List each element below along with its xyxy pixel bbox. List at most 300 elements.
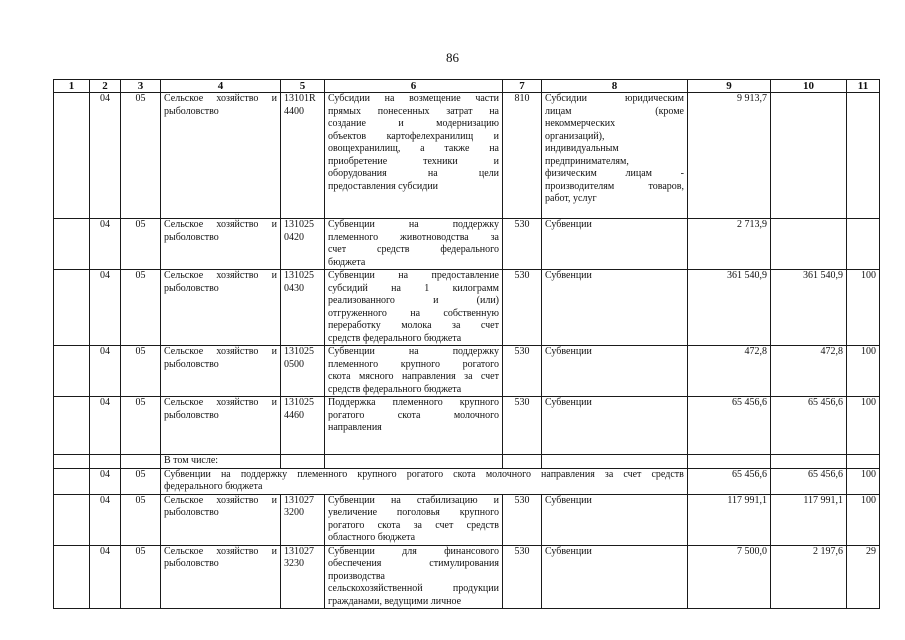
cell-percent: 100: [847, 346, 880, 397]
page-number: 86: [446, 50, 459, 65]
word: Сельское: [164, 397, 204, 408]
word: крупного: [357, 468, 397, 480]
empty-cell: [771, 455, 847, 469]
cell-actual-amount: 65 456,6: [771, 468, 847, 494]
word: возмещение: [409, 93, 461, 104]
text-line: Субвенции: [545, 270, 592, 281]
table-row: [54, 545, 880, 609]
cell-planned-amount: 65 456,6: [688, 468, 771, 494]
cell-percent: 100: [847, 270, 880, 346]
word: на: [391, 282, 401, 294]
text-line: [328, 546, 499, 559]
word: племенного: [328, 358, 379, 370]
budget-table: [53, 79, 880, 609]
cell-description: [325, 93, 503, 219]
text-line: 131025: [284, 219, 314, 230]
word: на: [427, 168, 438, 179]
cell-section: 04: [90, 219, 121, 270]
word: животноводства: [399, 231, 469, 243]
word: также: [444, 143, 470, 154]
cell-subsection: 05: [121, 93, 161, 219]
text-line: Субвенции: [545, 219, 592, 230]
cell-subsection: 05: [121, 270, 161, 346]
word: Субвенции: [164, 468, 211, 480]
word: молочного: [453, 409, 499, 421]
word: на: [489, 143, 499, 154]
word: крупного: [400, 358, 441, 370]
cell-expense-code: 530: [503, 545, 542, 609]
subheading-text: В том числе:: [161, 455, 281, 469]
word: и: [271, 219, 277, 230]
cell-section: 04: [90, 270, 121, 346]
header-cell: 2: [90, 80, 121, 93]
cell-percent: 100: [847, 494, 880, 545]
text-line: [328, 507, 499, 520]
empty-cell: [542, 455, 688, 469]
word: оборудования: [328, 168, 387, 179]
header-cell: 3: [121, 80, 161, 93]
word: приобретение: [328, 155, 388, 167]
word: и: [271, 93, 277, 104]
word: за: [413, 519, 422, 531]
header-cell: 11: [847, 80, 880, 93]
cell-planned-amount: 65 456,6: [688, 397, 771, 455]
word: на: [398, 270, 409, 281]
header-cell: 5: [281, 80, 325, 93]
empty-cell: [503, 455, 542, 469]
cell-col1: [54, 270, 90, 346]
word: техники: [423, 155, 458, 167]
empty-cell: [90, 455, 121, 469]
header-cell: 7: [503, 80, 542, 93]
text-line: [328, 168, 499, 181]
cell-expense-type: [542, 93, 688, 219]
text-line: 3200: [284, 507, 304, 518]
text-line: 131027: [284, 545, 314, 557]
word: и: [271, 397, 277, 408]
text-line: 13101R: [284, 93, 316, 104]
text-line: рыболовство: [164, 105, 219, 117]
text-line: [164, 469, 684, 482]
word: Сельское: [164, 93, 204, 104]
text-line: 131027: [284, 494, 314, 506]
text-line: Субвенции: [545, 346, 592, 357]
text-line: [164, 270, 277, 283]
table-row: [54, 93, 880, 219]
word: счет: [328, 244, 347, 255]
text-line: [328, 359, 499, 372]
word: хозяйство: [216, 346, 259, 357]
cell-planned-amount: 7 500,0: [688, 545, 771, 609]
cell-percent: 100: [847, 397, 880, 455]
cell-section: 04: [90, 494, 121, 545]
text-line: 4400: [284, 105, 304, 117]
word: понесенных: [377, 105, 430, 117]
text-line: организаций),: [545, 130, 605, 142]
cell-actual-amount: 2 197,6: [771, 545, 847, 609]
cell-description: [325, 219, 503, 270]
word: и: [493, 494, 499, 506]
cell-col1: [54, 93, 90, 219]
text-line: [328, 410, 499, 423]
cell-percent: 100: [847, 468, 880, 494]
word: прямых: [328, 105, 361, 117]
text-line: рыболовство: [164, 231, 219, 243]
text-line: направления: [328, 422, 382, 433]
text-line: Субвенции: [545, 545, 592, 557]
cell-actual-amount: 117 991,1: [771, 494, 847, 545]
text-line: средств федерального бюджета: [328, 383, 462, 395]
word: для: [402, 545, 417, 557]
text-line: [328, 283, 499, 296]
word: продукции: [452, 583, 499, 594]
text-line: [328, 520, 499, 533]
header-cell: 4: [161, 80, 281, 93]
word: хозяйство: [216, 270, 259, 281]
cell-expense-type: [542, 346, 688, 397]
header-cell: 10: [771, 80, 847, 93]
text-line: [328, 244, 499, 257]
text-line: [328, 93, 499, 106]
word: и: [398, 118, 404, 129]
header-cell: 1: [54, 80, 90, 93]
text-line: [164, 346, 277, 359]
word: средств: [651, 468, 684, 480]
cell-section: 04: [90, 93, 121, 219]
empty-cell: [54, 455, 90, 469]
word: молока: [401, 320, 432, 331]
word: и: [271, 545, 277, 557]
word: товаров,: [648, 180, 684, 192]
cell-planned-amount: 472,8: [688, 346, 771, 397]
cell-section: 04: [90, 346, 121, 397]
cell-expense-code: 530: [503, 494, 542, 545]
word: субсидий: [328, 282, 368, 294]
cell-subsection: 05: [121, 397, 161, 455]
cell-planned-amount: 9 913,7: [688, 93, 771, 219]
word: лицам: [625, 168, 652, 179]
cell-target-code: [281, 346, 325, 397]
cell-percent: [847, 93, 880, 219]
cell-expense-code: 810: [503, 93, 542, 219]
table-row: [54, 397, 880, 455]
text-line: [328, 308, 499, 321]
cell-expense-code: 530: [503, 397, 542, 455]
cell-expense-type: [542, 494, 688, 545]
word: скота: [397, 409, 421, 421]
word: за: [490, 231, 499, 243]
text-line: [328, 371, 499, 384]
word: и: [271, 270, 277, 281]
word: мясного: [358, 371, 394, 382]
word: и: [271, 346, 277, 357]
text-line: [328, 232, 499, 245]
text-line: [328, 131, 499, 144]
text-line: 0500: [284, 358, 304, 370]
text-line: 131025: [284, 270, 314, 281]
cell-subsection: 05: [121, 346, 161, 397]
word: стимулирования: [429, 558, 499, 569]
cell-description: [325, 346, 503, 397]
word: счет: [480, 371, 499, 382]
text-line: [328, 495, 499, 508]
word: племенного: [297, 468, 348, 480]
text-line: некоммерческих: [545, 118, 616, 129]
cell-combined-description: [161, 468, 688, 494]
word: Субвенции: [328, 270, 375, 281]
cell-section-name: [161, 346, 281, 397]
cell-col1: [54, 468, 90, 494]
word: скота: [377, 519, 401, 531]
empty-cell: [281, 455, 325, 469]
word: Сельское: [164, 545, 204, 557]
table-row: [54, 270, 880, 346]
word: Сельское: [164, 219, 204, 230]
text-line: работ, услуг: [545, 193, 597, 204]
word: собственную: [443, 307, 499, 319]
cell-description: [325, 270, 503, 346]
word: (или): [476, 295, 499, 306]
text-line: 0430: [284, 282, 304, 294]
word: поголовья: [396, 507, 440, 518]
word: (кроме: [655, 105, 684, 117]
text-line: [328, 583, 499, 596]
text-line: [328, 346, 499, 359]
cell-target-code: [281, 93, 325, 219]
table-row: [54, 468, 880, 494]
text-line: [328, 106, 499, 119]
word: Сельское: [164, 494, 204, 506]
word: и: [271, 494, 277, 506]
cell-expense-code: 530: [503, 346, 542, 397]
table-row: [54, 346, 880, 397]
text-line: бюджета: [328, 256, 366, 268]
text-line: рыболовство: [164, 358, 219, 370]
text-line: [328, 156, 499, 169]
text-line: предоставления субсидии: [328, 180, 439, 192]
text-line: Субвенции: [545, 397, 592, 408]
word: и: [493, 130, 499, 142]
word: сельскохозяйственной: [328, 583, 423, 594]
text-line: 131025: [284, 346, 314, 357]
text-line: Субвенции: [545, 494, 592, 506]
word: за: [604, 468, 614, 480]
word: на: [384, 93, 395, 104]
text-line: федерального бюджета: [164, 481, 263, 492]
word: модернизацию: [436, 118, 499, 129]
cell-section-name: [161, 270, 281, 346]
word: Субвенции: [328, 219, 375, 230]
word: 1: [424, 282, 430, 294]
text-line: [545, 106, 684, 119]
word: юридическим: [625, 93, 684, 104]
word: Субвенции: [328, 545, 375, 557]
text-line: [328, 118, 499, 131]
text-line: [164, 546, 277, 559]
word: создание: [328, 118, 366, 129]
cell-subsection: 05: [121, 494, 161, 545]
text-line: [545, 93, 684, 106]
table-row: [54, 494, 880, 545]
word: отгруженного: [328, 307, 387, 319]
word: физическим: [545, 168, 597, 179]
text-line: рыболовство: [164, 282, 219, 294]
header-cell: 6: [325, 80, 503, 93]
cell-subsection: 05: [121, 545, 161, 609]
cell-col1: [54, 219, 90, 270]
cell-section: 04: [90, 545, 121, 609]
text-line: [164, 93, 277, 106]
word: финансового: [444, 545, 499, 557]
text-line: [328, 320, 499, 333]
word: на: [408, 219, 419, 230]
word: и: [433, 295, 439, 306]
word: рогатого: [406, 468, 444, 480]
word: хозяйство: [216, 545, 259, 557]
word: а: [420, 143, 425, 154]
word: на: [408, 346, 419, 357]
empty-cell: [325, 455, 503, 469]
text-line: 4460: [284, 409, 304, 421]
word: части: [475, 93, 499, 104]
text-line: [164, 397, 277, 410]
word: стабилизацию: [416, 494, 478, 506]
cell-col1: [54, 346, 90, 397]
cell-description: [325, 494, 503, 545]
cell-section-name: [161, 545, 281, 609]
word: племенного: [328, 231, 379, 243]
word: федерального: [440, 244, 499, 255]
cell-actual-amount: 361 540,9: [771, 270, 847, 346]
cell-target-code: [281, 545, 325, 609]
text-line: [328, 295, 499, 308]
word: Субсидии: [545, 93, 587, 104]
word: овощехранилищ,: [328, 143, 401, 154]
text-line: средств федерального бюджета: [328, 332, 462, 344]
cell-subsection: 05: [121, 219, 161, 270]
text-line: [328, 219, 499, 232]
word: хозяйство: [216, 219, 259, 230]
word: производителям: [545, 180, 615, 192]
text-line: 131025: [284, 397, 314, 408]
word: за: [464, 371, 473, 382]
empty-cell: [688, 455, 771, 469]
word: лицам: [545, 105, 572, 117]
word: обеспечения: [328, 558, 382, 569]
cell-section: 04: [90, 397, 121, 455]
header-row: [54, 80, 880, 93]
cell-expense-type: [542, 397, 688, 455]
text-line: [545, 181, 684, 194]
word: на: [489, 105, 499, 117]
text-line: [164, 219, 277, 232]
text-line: производства: [328, 570, 385, 582]
text-line: [164, 495, 277, 508]
word: средств: [377, 244, 410, 255]
text-line: 0420: [284, 231, 304, 243]
word: племенного: [392, 397, 443, 408]
word: на: [220, 468, 231, 480]
cell-section-name: [161, 397, 281, 455]
word: Сельское: [164, 346, 204, 357]
word: хозяйство: [216, 93, 259, 104]
word: направления: [401, 371, 456, 382]
cell-planned-amount: 361 540,9: [688, 270, 771, 346]
cell-section-name: [161, 93, 281, 219]
cell-subsection: 05: [121, 468, 161, 494]
text-line: предпринимателям,: [545, 155, 629, 167]
cell-section: 04: [90, 468, 121, 494]
cell-actual-amount: 472,8: [771, 346, 847, 397]
word: килограмм: [452, 282, 499, 294]
cell-actual-amount: [771, 219, 847, 270]
cell-target-code: [281, 270, 325, 346]
word: скота: [453, 468, 476, 480]
header-cell: 8: [542, 80, 688, 93]
text-line: рыболовство: [164, 409, 219, 421]
text-line: индивидуальным: [545, 143, 619, 154]
text-line: 3230: [284, 558, 304, 569]
text-line: рыболовство: [164, 558, 219, 569]
text-line: [328, 270, 499, 283]
word: счет: [480, 320, 499, 331]
word: поддержку: [240, 468, 288, 480]
cell-expense-type: [542, 219, 688, 270]
word: Поддержка: [328, 397, 376, 408]
word: средств: [466, 519, 499, 531]
word: рогатого: [328, 519, 365, 531]
cell-target-code: [281, 397, 325, 455]
word: увеличение: [328, 507, 378, 518]
word: хозяйство: [216, 494, 259, 506]
empty-cell: [847, 455, 880, 469]
word: объектов: [328, 130, 367, 142]
cell-target-code: [281, 219, 325, 270]
text-line: [328, 143, 499, 156]
word: рогатого: [462, 358, 499, 370]
cell-target-code: [281, 494, 325, 545]
word: молочного: [485, 468, 531, 480]
cell-expense-type: [542, 270, 688, 346]
cell-expense-code: 530: [503, 219, 542, 270]
table-row: [54, 219, 880, 270]
cell-description: [325, 397, 503, 455]
word: и: [493, 155, 499, 167]
word: хозяйство: [216, 397, 259, 408]
word: на: [390, 494, 401, 506]
word: счет: [435, 519, 454, 531]
cell-planned-amount: 117 991,1: [688, 494, 771, 545]
cell-col1: [54, 545, 90, 609]
word: Субвенции: [328, 494, 375, 506]
subheading-row: [54, 455, 880, 469]
word: крупного: [459, 397, 499, 408]
text-line: [328, 558, 499, 571]
word: крупного: [459, 507, 499, 518]
cell-planned-amount: 2 713,9: [688, 219, 771, 270]
cell-percent: 29: [847, 545, 880, 609]
text-line: рыболовство: [164, 507, 219, 518]
cell-section-name: [161, 219, 281, 270]
cell-section-name: [161, 494, 281, 545]
cell-description: [325, 545, 503, 609]
word: -: [680, 168, 684, 179]
header-cell: 9: [688, 80, 771, 93]
word: за: [452, 320, 461, 331]
cell-col1: [54, 397, 90, 455]
word: картофелехранилищ: [386, 130, 474, 142]
cell-col1: [54, 494, 90, 545]
